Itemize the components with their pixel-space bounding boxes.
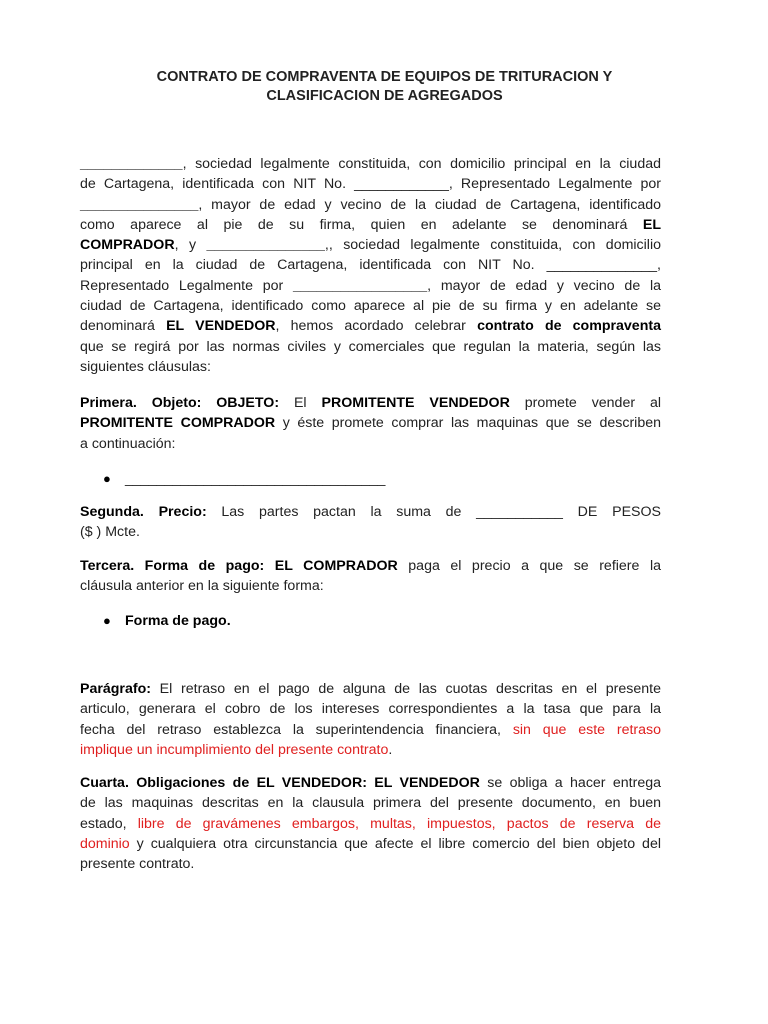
- clause-text: estado,: [80, 815, 138, 832]
- blank-field: _________________: [293, 277, 428, 294]
- clause-text: .: [388, 741, 393, 758]
- blank-field: _________________________________: [125, 471, 386, 487]
- clause-text: ($ ) Mcte.: [80, 524, 140, 541]
- party-name: PROMITENTE VENDEDOR: [321, 395, 510, 411]
- clause-heading: Primera. Objeto: OBJETO:: [80, 395, 280, 411]
- clause-text: El: [279, 395, 322, 411]
- intro-text: principal en la ciudad de Cartagena, identificada con NIT No. ______________,: [80, 257, 661, 274]
- clause-text: paga el precio a que se refiere la: [397, 558, 661, 574]
- highlighted-text: sin que este retraso: [512, 721, 662, 738]
- intro-text: Representado Legalmente por: [80, 277, 294, 294]
- party-name: PROMITENTE COMPRADOR: [80, 415, 276, 432]
- intro-text: denominará: [80, 318, 167, 335]
- clause-heading: Cuarta. Obligaciones de EL VENDEDOR: EL VENDEDOR: [80, 775, 480, 791]
- highlighted-text: dominio: [80, 835, 130, 852]
- party-name: EL COMPRADOR: [264, 558, 398, 574]
- clause-text: promete vender al: [509, 395, 662, 411]
- intro-text: ,, sociedad legalmente constituida, con domicilio: [324, 237, 661, 254]
- clause-text: a continuación:: [80, 435, 176, 452]
- party-name: EL VENDEDOR: [166, 318, 276, 335]
- clause-text: fecha del retraso establezca la superintendencia financiera,: [80, 721, 513, 738]
- clause-text: presente contrato.: [80, 856, 195, 873]
- intro-text: , mayor de edad y vecino de la ciudad de Cartagena, identificado: [198, 196, 661, 213]
- intro-text: , y: [174, 237, 207, 254]
- blank-field: _____________: [80, 156, 183, 172]
- bullet-icon: ●: [103, 471, 111, 486]
- clause-heading: Tercera. Forma de pago:: [80, 558, 265, 574]
- intro-paragraph: [80, 154, 661, 377]
- contract-type: contrato de compraventa: [477, 318, 661, 335]
- bullet-icon: ●: [103, 613, 111, 628]
- clause-tercera: [80, 556, 661, 597]
- blank-field: _______________: [80, 196, 199, 213]
- clause-heading: Parágrafo:: [80, 681, 151, 697]
- intro-text: , hemos acordado celebrar: [275, 318, 478, 335]
- intro-text: , sociedad legalmente constituida, con domicilio principal en la ciudad: [182, 156, 661, 172]
- highlighted-text: libre de gravámenes embargos, multas, impuestos, pactos de reserva de: [137, 815, 661, 832]
- intro-text: ciudad de Cartagena, identificado como aparece al pie de su firma y en adelante se: [80, 298, 661, 315]
- contract-title: [80, 68, 689, 106]
- highlighted-text: implique un incumplimiento del presente contrato: [80, 741, 389, 758]
- title-line-2: CLASIFICACION DE AGREGADOS: [266, 88, 503, 104]
- clause-text: y cualquiera otra circunstancia que afecte el libre comercio del bien objeto del: [129, 835, 661, 852]
- clause-text: articulo, generara el cobro de los intereses correspondientes a la tasa que para la: [80, 701, 661, 718]
- intro-text: , mayor de edad y vecino de la: [427, 277, 661, 294]
- party-name: EL: [642, 216, 661, 233]
- clause-text: se obliga a hacer entrega: [479, 775, 661, 791]
- party-name: COMPRADOR: [80, 237, 175, 254]
- clause-text: de las maquinas descritas en la clausula primera del presente documento, en buen: [80, 795, 661, 812]
- clause-cuarta: [80, 773, 661, 874]
- clause-text: cláusula anterior en la siguiente forma:: [80, 578, 324, 595]
- intro-text: siguientes cláusulas:: [80, 358, 211, 375]
- clause-heading: Segunda. Precio:: [80, 504, 207, 520]
- intro-text: como aparece al pie de su firma, quien en adelante se denominará: [80, 216, 643, 233]
- blank-field: _______________: [206, 237, 325, 254]
- clause-paragrafo: [80, 679, 661, 760]
- clause-primera: [80, 393, 661, 454]
- title-line-1: CONTRATO DE COMPRAVENTA DE EQUIPOS DE TRITURACION Y: [156, 69, 613, 85]
- intro-text: de Cartagena, identificada con NIT No. ____________, Representado Legalmente por: [80, 176, 661, 193]
- list-item-label: Forma de pago.: [125, 613, 231, 629]
- clause-text: Las partes pactan la suma de ___________ DE PESOS: [206, 504, 661, 520]
- intro-text: que se regirá por las normas civiles y comerciales que regulan la materia, según las: [80, 338, 661, 355]
- clause-segunda: [80, 502, 661, 543]
- clause-text: y éste promete comprar las maquinas que se describen: [275, 415, 661, 432]
- clause-text: El retraso en el pago de alguna de las cuotas descritas en el presente: [150, 681, 661, 697]
